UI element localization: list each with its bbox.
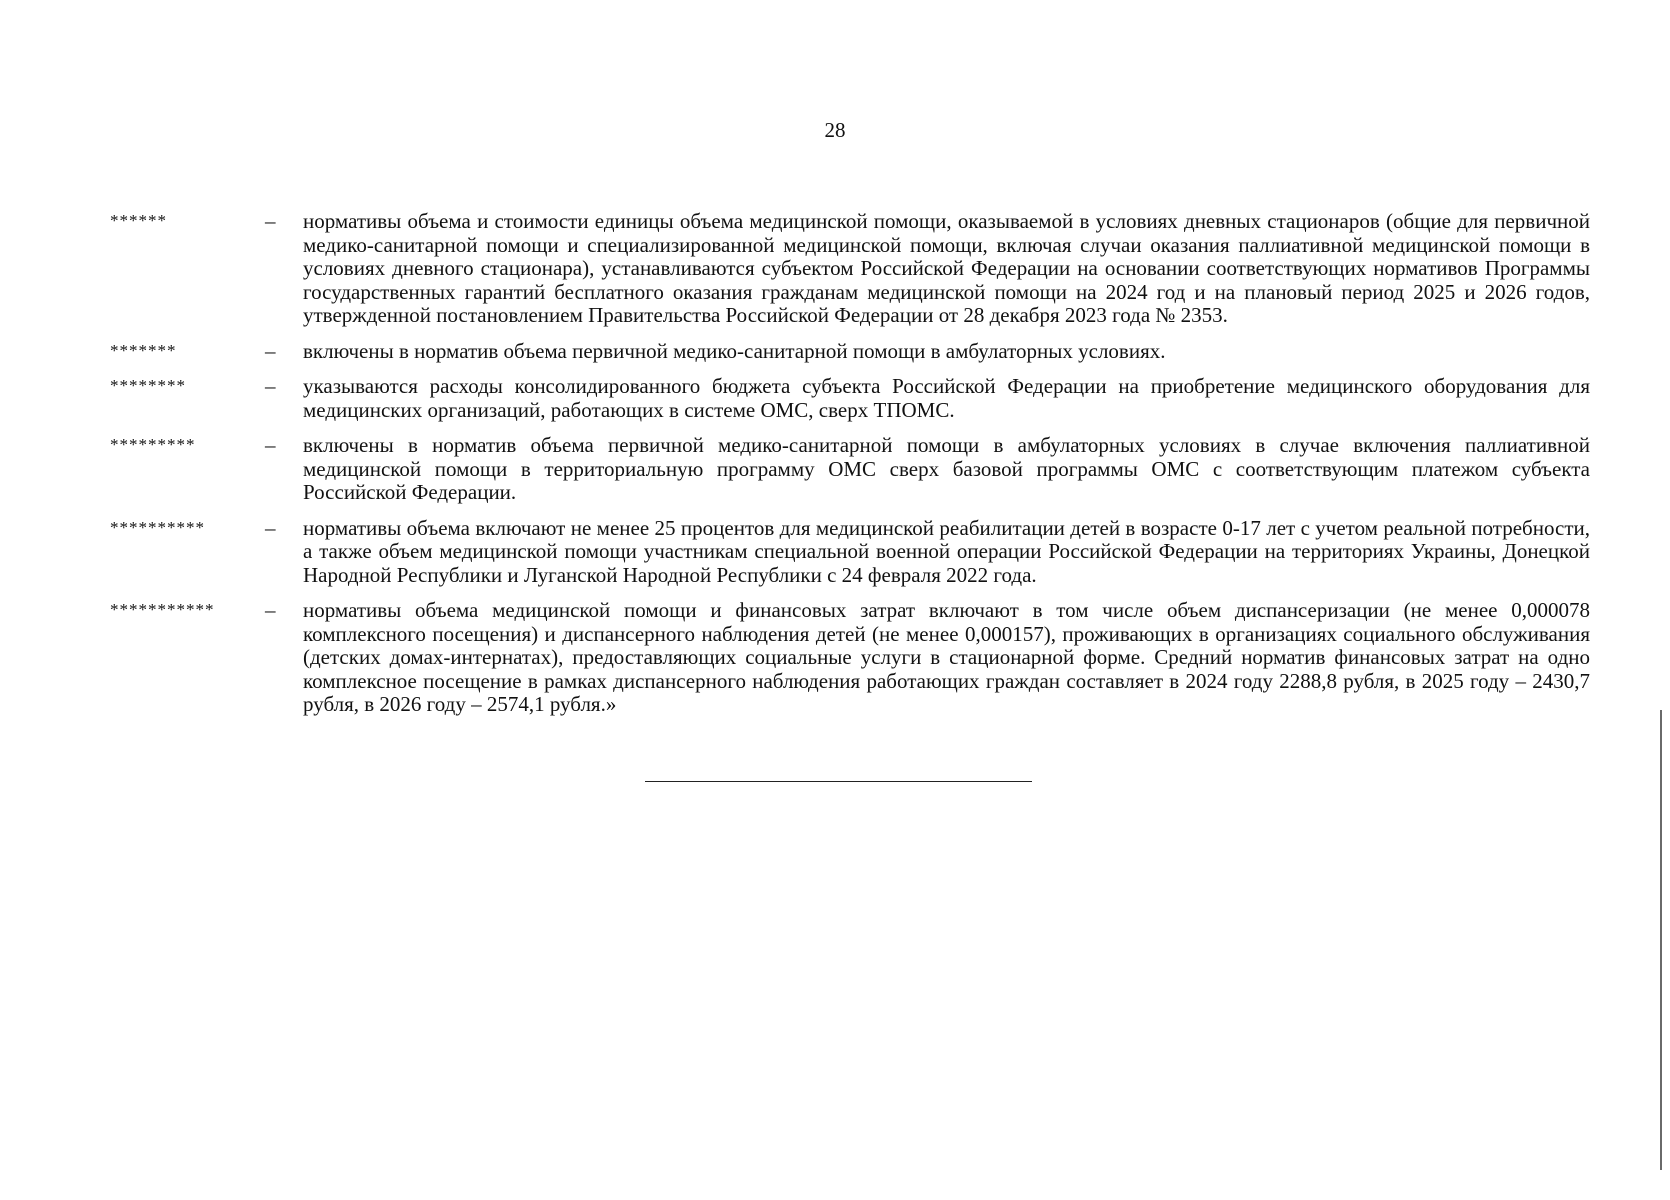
footnote-text: включены в норматив объема первичной медико-санитарной помощи в амбулаторных условиях в случае включения паллиативной медицинской помощи в территориальную программу ОМС сверх базовой программы ОМС с соответствующим платежом субъекта Российской Федерации. <box>303 433 1590 504</box>
footnote-dash: – <box>265 433 276 457</box>
footnote-item <box>110 599 1590 717</box>
footnote-marker: ******* <box>110 340 177 360</box>
footnote-item <box>110 375 1590 422</box>
footnote-item <box>110 517 1590 588</box>
footnote-text: указываются расходы консолидированного бюджета субъекта Российской Федерации на приобретение медицинского оборудования для медицинских организаций, работающих в системе ОМС, сверх ТПОМС. <box>303 374 1590 422</box>
footnote-dash: – <box>265 374 276 398</box>
footnotes-list <box>110 210 1590 729</box>
footnote-dash: – <box>265 209 276 233</box>
footnote-item <box>110 340 1590 364</box>
footnote-text: нормативы объема и стоимости единицы объема медицинской помощи, оказываемой в условиях дневных стационаров (общие для первичной медико-санитарной помощи и специализированной медицинской помощи, включая случаи оказания паллиативной медицинской помощи в условиях дневного стационара), устанавливаются субъектом Российской Федерации на основании соответствующих нормативов Программы государственных гарантий бесплатного оказания гражданам медицинской помощи на 2024 год и на плановый период 2025 и 2026 годов, утвержденной постановлением Правительства Российской Федерации от 28 декабря 2023 года № 2353. <box>303 209 1590 327</box>
end-separator-line <box>645 781 1032 782</box>
page-number: 28 <box>824 118 846 142</box>
footnote-dash: – <box>265 515 276 540</box>
footnote-text: нормативы объема включают не менее 25 процентов для медицинской реабилитации детей в возрасте 0-17 лет с учетом реальной потребности, а также объем медицинской помощи участникам специальной военной операции Российской Федерации на территориях Украины, Донецкой Народной Республики и Луганской Народной Республики с 24 февраля 2022 года. <box>303 515 1590 587</box>
footnote-marker: ****** <box>110 211 167 230</box>
footnote-dash: – <box>265 598 276 622</box>
footnote-item <box>110 210 1590 328</box>
footnote-marker: ******** <box>110 376 186 395</box>
footnote-marker: ********* <box>110 435 196 454</box>
footnote-dash: – <box>265 338 276 363</box>
footnote-marker: ********** <box>110 517 205 537</box>
footnote-text: включены в норматив объема первичной медико-санитарной помощи в амбулаторных условиях. <box>303 338 1166 363</box>
footnote-marker: *********** <box>110 600 215 619</box>
scan-edge-line <box>1660 710 1662 1170</box>
footnote-text: нормативы объема медицинской помощи и финансовых затрат включают в том числе объем диспансеризации (не менее 0,000078 комплексного посещения) и диспансерного наблюдения детей (не менее 0,000157), проживающих в организациях социального обслуживания (детских домах-интернатах), предоставляющих социальные услуги в стационарной форме. Средний норматив финансовых затрат на одно комплексное посещение в рамках диспансерного наблюдения работающих граждан составляет в 2024 году 2288,8 рубля, в 2025 году – 2430,7 рубля, в 2026 году – 2574,1 рубля.» <box>303 598 1590 716</box>
footnote-item <box>110 434 1590 505</box>
